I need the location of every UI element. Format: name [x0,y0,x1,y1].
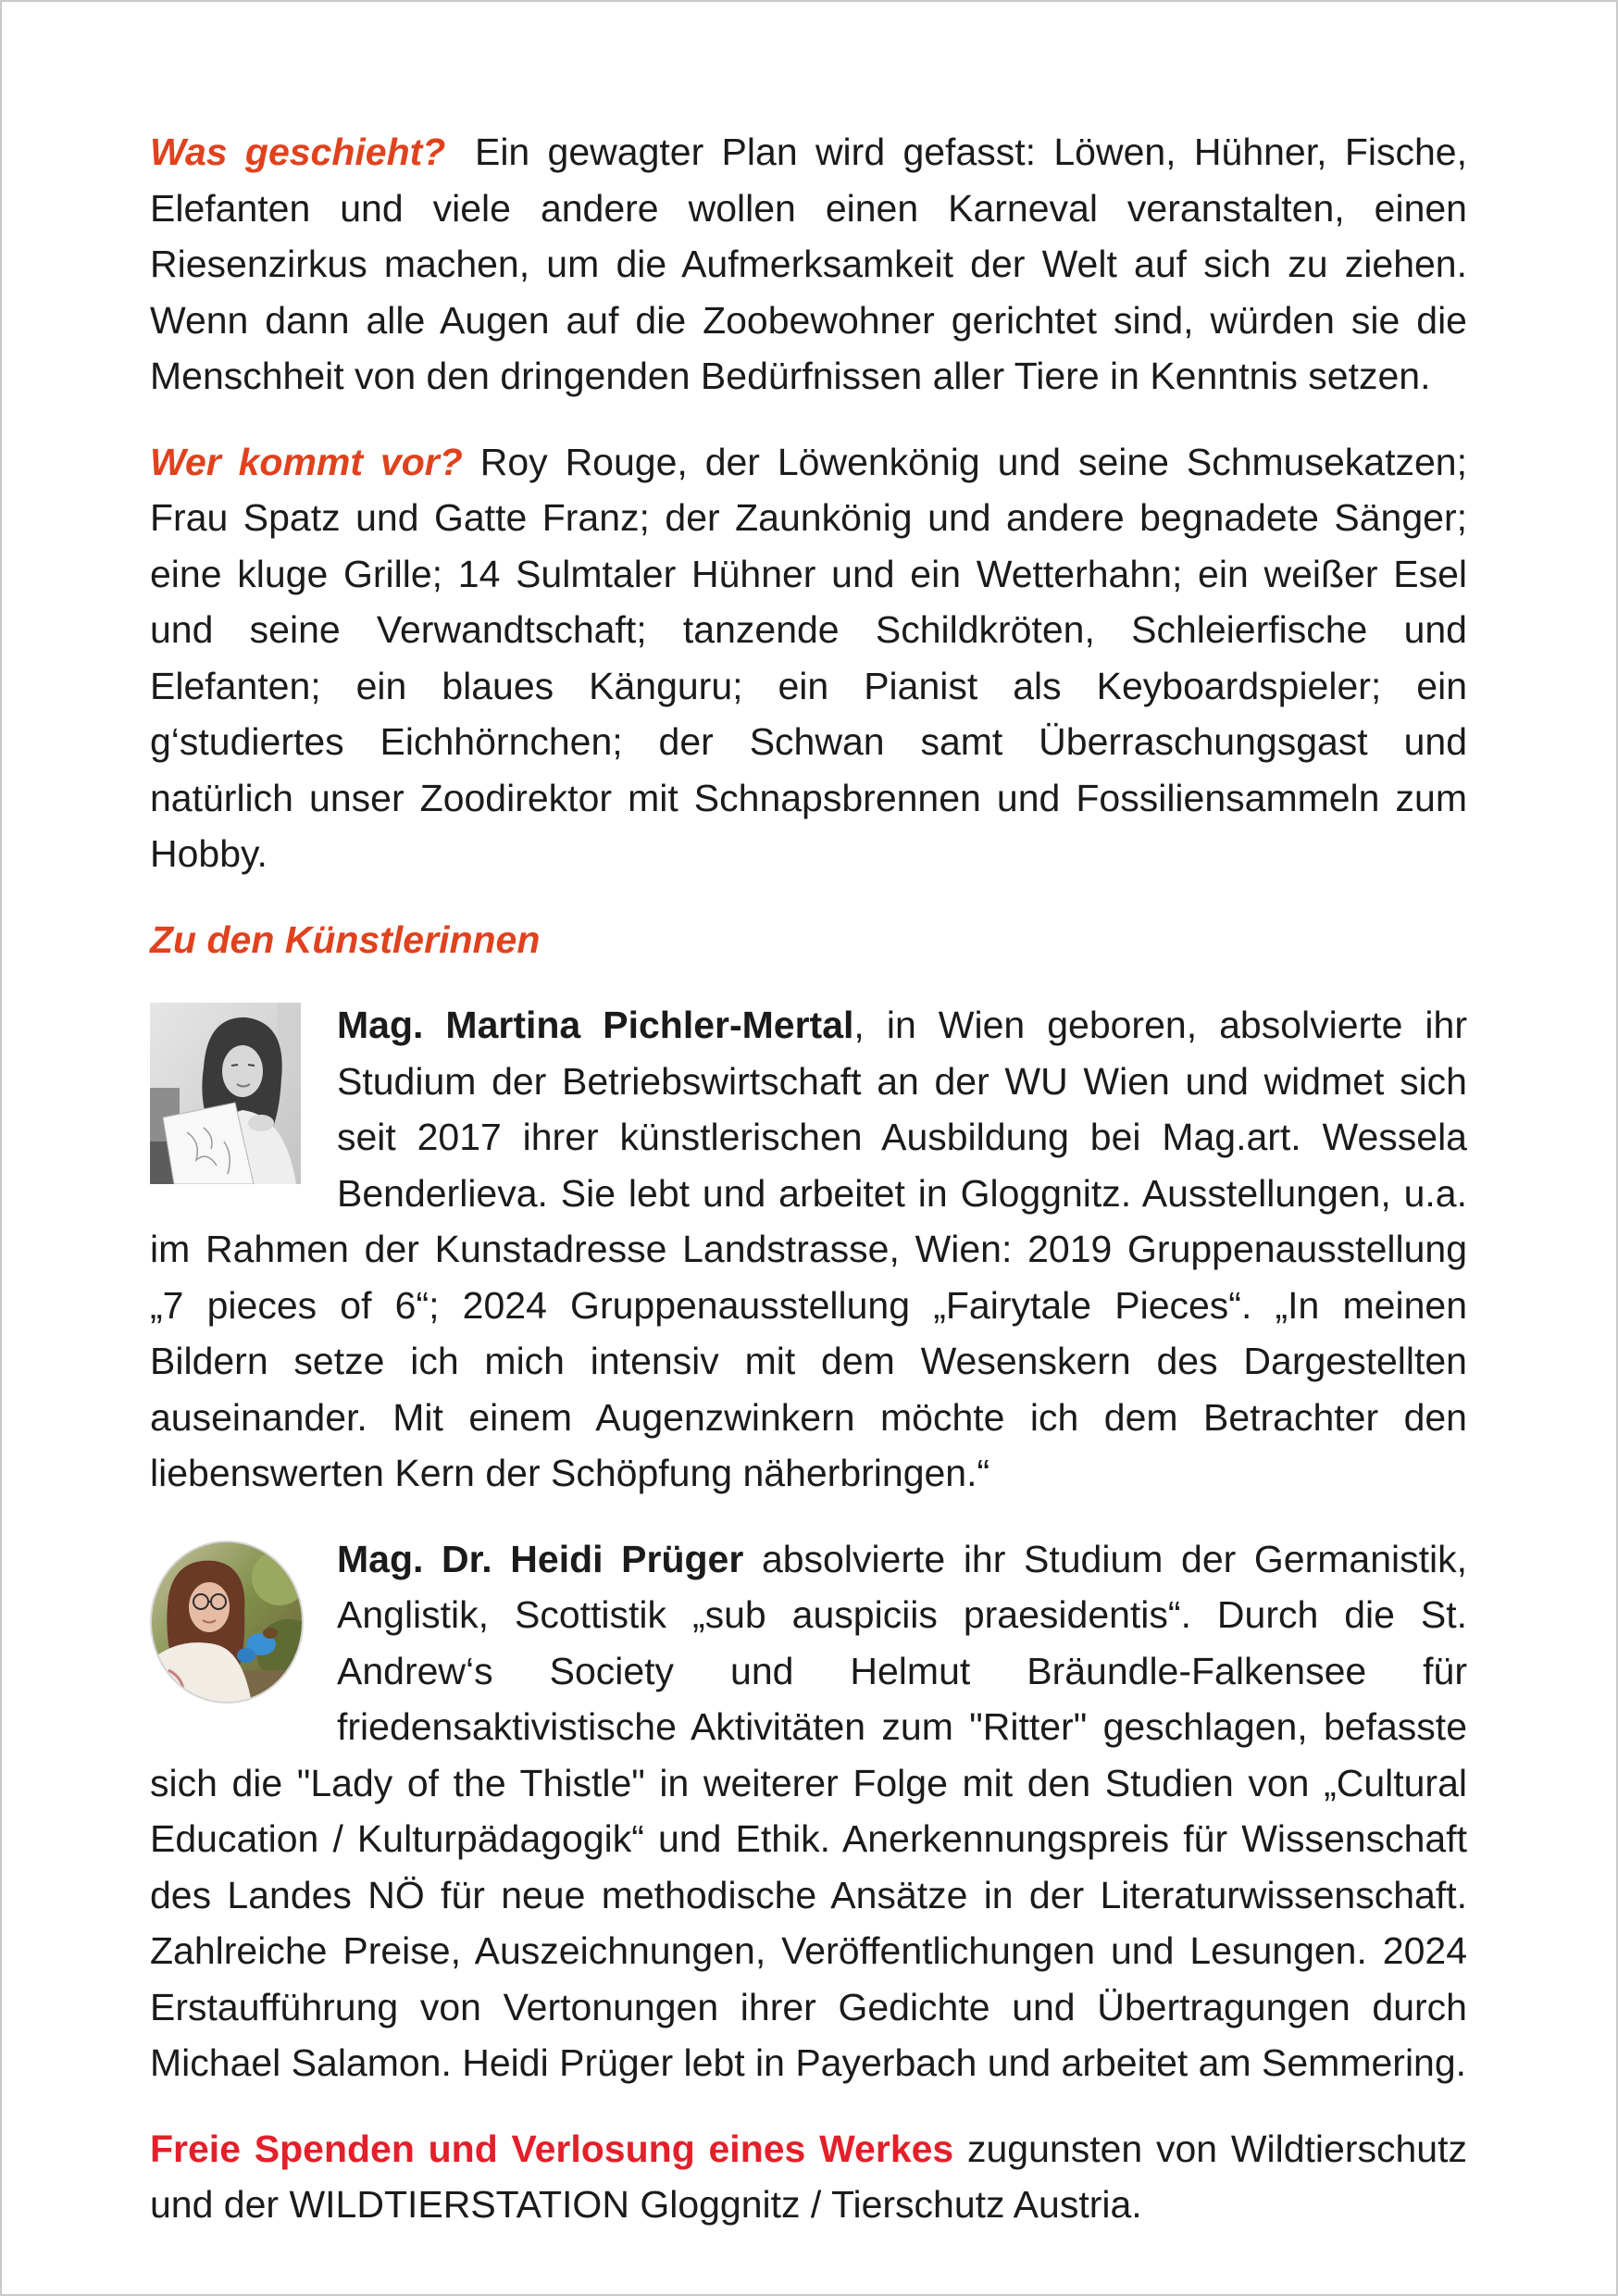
artist-photo-martina [150,1003,301,1184]
lead-wer-kommt-vor: Wer kommt vor? [150,440,463,483]
artist-name-heidi: Mag. Dr. Heidi Prüger [337,1537,744,1580]
artist-bio-heidi [150,1531,1467,2091]
lead-was-geschieht: Was geschieht? [150,131,446,173]
artist-photo-heidi [150,1541,304,1703]
donation-text: zugunsten von Wildtierschutz und der WILDTIERSTATION Gloggnitz / Tierschutz Austria. [150,2127,1467,2226]
portrait-photo-round [150,1541,304,1703]
artist-name-martina: Mag. Martina Pichler-Mertal [337,1004,854,1046]
artist-bio-text-martina: , in Wien geboren, absolvierte ihr Studium der Betriebswirtschaft an der WU Wien und widmet sich seit 2017 ihrer künstlerischen Ausbildung bei Mag.art. Wessela Benderlieva. Sie lebt und arbeitet in Gloggnitz. Ausstellungen, u.a. im Rahmen der Kunstadresse Landstrasse, Wien: 2019 Gruppenausstellung „7 pieces of 6“; 2024 Gruppenausstellung „Fairytale Pieces“. „In meinen Bildern setze ich mich intensiv mit dem Wesenskern des Dargestellten auseinander. Mit einem Augenzwinkern möchte ich dem Betrachter den liebenswerten Kern der Schöpfung näherbringen.“ [150,1004,1467,1494]
paragraph-text-wer-kommt-vor: Roy Rouge, der Löwenkönig und seine Schmusekatzen; Frau Spatz und Gatte Franz; der Zaunkönig und andere begnadete Sänger; eine kluge Grille; 14 Sulmtaler Hühner und ein Wetterhahn; ein weißer Esel und seine Verwandtschaft; tanzende Schildkröten, Schleierfische und Elefanten; ein blaues Känguru; ein Pianist als Keyboardspieler; ein g‘studiertes Eichhörnchen; der Schwan samt Überraschungsgast und natürlich unser Zoodirektor mit Schnapsbrennen und Fossiliensammeln zum Hobby. [150,440,1467,875]
portrait-photo-grayscale [150,1003,301,1184]
heading-kuenstlerinnen: Zu den Künstlerinnen [150,917,541,961]
paragraph-wer-kommt-vor [150,434,1467,882]
paragraph-text-was-geschieht: Ein gewagter Plan wird gefasst: Löwen, Hühner, Fische, Elefanten und viele andere wollen einen Karneval veranstalten, einen Riesenzirkus machen, um die Aufmerksamkeit der Welt auf sich zu ziehen. Wenn dann alle Augen auf die Zoobewohner gerichtet sind, würden sie die Menschheit von den dringenden Bedürfnissen aller Tiere in Kenntnis setzen. [150,131,1467,397]
artist-bio-text-heidi: absolvierte ihr Studium der Germanistik, Anglistik, Scottistik „sub auspiciis praesidentis“. Durch die St. Andrew‘s Society und Helmut Bräundle-Falkensee für friedensaktivistische Aktivitäten zum "Ritter" geschlagen, befasste sich die "Lady of the Thistle" in weiterer Folge mit den Studien von „Cultural Education / Kulturpädagogik“ und Ethik. Anerkennungspreis für Wissenschaft des Landes NÖ für neue methodische Ansätze in der Literaturwissenschaft. Zahlreiche Preise, Auszeichnungen, Veröffentlichungen und Lesungen. 2024 Erstaufführung von Vertonungen ihrer Gedichte und Übertragungen durch Michael Salamon. Heidi Prüger lebt in Payerbach und arbeitet am Semmering. [150,1537,1467,2084]
paragraph-was-geschieht [150,124,1467,405]
artist-bio-martina [150,997,1467,1502]
donation-lead: Freie Spenden und Verlosung eines Werkes [150,2127,954,2170]
paragraph-donation [150,2121,1467,2233]
